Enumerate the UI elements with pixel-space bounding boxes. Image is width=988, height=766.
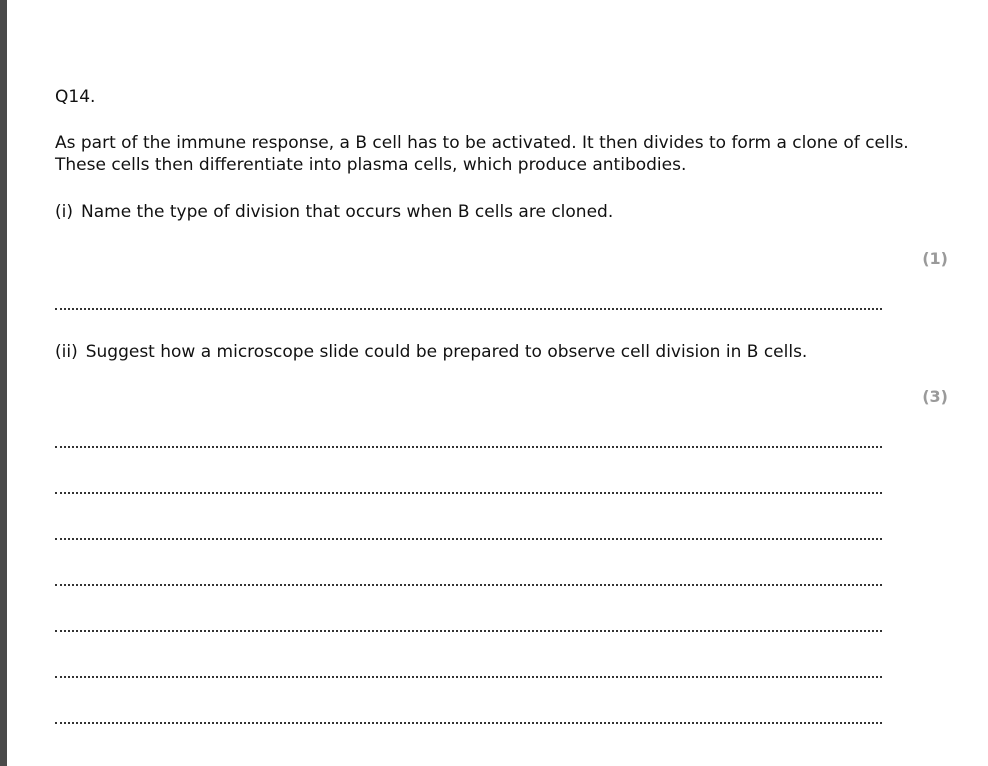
part-ii-marks: (3) [922,387,948,406]
part-ii-answer-line[interactable] [55,676,882,678]
part-i-label: (i) [55,202,73,222]
part-ii-label: (ii) [55,342,78,362]
question-intro: As part of the immune response, a B cell has to be activated. It then divides to form a clone of cells. These cells then differentiate into plasma cells, which produce antibodies. [55,133,909,175]
part-ii-answer-line[interactable] [55,584,882,586]
part-ii-text: Suggest how a microscope slide could be prepared to observe cell division in B cells. [85,342,808,362]
part-i-prompt [55,201,613,223]
left-edge-bar [0,0,7,766]
part-i-text: Name the type of division that occurs when B cells are cloned. [81,202,614,222]
part-ii-answer-line[interactable] [55,492,882,494]
part-ii-answer-line[interactable] [55,722,882,724]
part-i-marks: (1) [922,249,948,268]
part-ii-prompt [55,341,807,363]
part-ii-answer-line[interactable] [55,538,882,540]
part-i-answer-line[interactable] [55,308,882,310]
part-ii-answer-line[interactable] [55,446,882,448]
part-ii-answer-line[interactable] [55,630,882,632]
exam-page [7,0,988,766]
question-number: Q14. [55,87,96,107]
